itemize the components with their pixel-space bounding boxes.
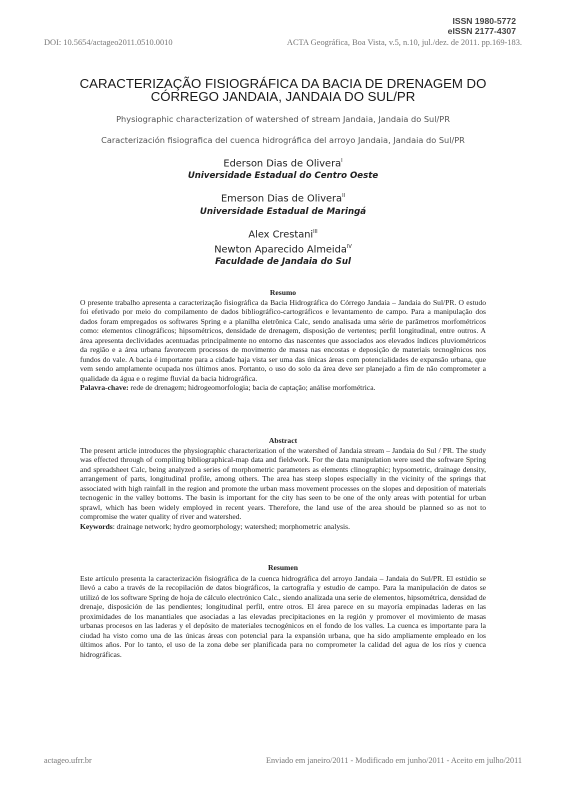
author-name: Newton Aparecido Almeida: [214, 244, 347, 256]
issn-block: [448, 16, 516, 36]
author-mark: I: [341, 158, 343, 164]
doi-text[interactable]: DOI: 10.5654/actageo2011.0510.0010: [44, 38, 173, 47]
author-name: Alex Crestani: [248, 228, 314, 240]
journal-citation: ACTA Geográfica, Boa Vista, v.5, n.10, jul./dez. de 2011. pp.169-183.: [286, 38, 522, 47]
resumen-heading: Resumen: [268, 563, 298, 572]
resumo-heading: Resumo: [269, 288, 297, 297]
author-mark: III: [313, 228, 318, 235]
affiliation-2: Universidade Estadual de Maringá: [199, 206, 367, 217]
abstract-text: The present article introduces the physiographic characterization of the watershed of Jandaia stream – Jandaia do Sul / PR. The study was effected through of compiling bibliographical-map data and fieldwork. For the data manipulation were used the software Spring and spreadsheet Calc, being analyzed a series of morphometric parameters as elements clinographic; hypsometric, drainage density, arrangement of parts, longitudinal profile, among others. The area has steep slopes especially in the vicinity of the springs that associated with high rainfall in the region and promote the urban mass movement processes on the slopes and deposition of materials tecnogenic in the valley bottoms. The basin is important for the city has seen to be one of the only areas with potential for urban sprawl, which has been widely employed in recent years. Therefore, the land use of the area should be planned so as not to compromise the water quality of river and watershed.: [80, 446, 486, 522]
abstract-section: [80, 446, 486, 531]
author-4: [100, 241, 466, 256]
affiliation-1: Universidade Estadual do Centro Oeste: [187, 171, 379, 182]
affiliation-3: Faculdade de Jandaia do Sul: [215, 257, 351, 268]
abstract-heading: Abstract: [268, 436, 298, 445]
footer-site-link[interactable]: actageo.ufrr.br: [44, 756, 92, 765]
article-title: [60, 77, 506, 103]
issn-electronic: eISSN 2177-4307: [447, 26, 516, 36]
title-line-2: CÓRREGO JANDAIA, JANDAIA DO SUL/PR: [150, 89, 416, 104]
subtitle-english: Physiographic characterization of watershed of stream Jandaia, Jandaia do Sul/PR: [116, 114, 450, 124]
abstract-keywords-label: Keywords: [80, 521, 113, 531]
author-3: [100, 226, 466, 241]
footer-dates: Enviado em janeiro/2011 - Modificado em junho/2011 - Aceito em julho/2011: [265, 756, 522, 765]
author-name: Ederson Dias de Olivera: [223, 158, 342, 170]
author-mark: II: [342, 193, 346, 200]
subtitle-spanish: Caracterización fisiografica del cuenca hidrográfica del arroyo Jandaia, Jandaia do Sul/PR: [101, 135, 465, 145]
issn-print: ISSN 1980-5772: [452, 16, 516, 26]
author-mark: IV: [346, 243, 352, 250]
resumen-text: Este artículo presenta la caracterización fisiográfica de la cuenca hidrográfica del arroyo Jandaia – Jandaia do Sul/PR. El estúdio se llevó a cabo a través de la recopilación de datos biográficos, la cartografía y estudio de campo. Para la manipulación de datos se utilizó de los software Spring de hoja de cálculo electrónico Calc., siendo analizada una serie de elementos, hipsométrica, densidad de drenaje, disposición de las pendientes; longitudinal perfil, entre otros. El área parece en su mayoría empinadas laderas en las proximidades de los manantiales que asociadas a las elevadas precipitaciones en la región y promover el movimiento de masas urbanas procesos en las laderas y el depósito de materiales tecnogénicos en el fondo de los valles. La cuenca es importante para la ciudad ha visto como una de las únicas áreas con potencial para la expansión urbana, que ha sido ampliamente empleado en los últimos años. Por lo tanto, el uso de la zona debe ser planificada para no comprometer la calidad del agua de los ríos y cuenca hidrográficas.: [80, 574, 486, 659]
author-2: [100, 190, 466, 205]
resumo-section: [80, 298, 486, 393]
resumo-keywords-label: Palavra-chave:: [80, 383, 129, 393]
title-line-1: CARACTERIZAÇÃO FISIOGRÁFICA DA BACIA DE DRENAGEM DO: [79, 76, 487, 91]
author-list: [100, 155, 466, 268]
resumen-section: [80, 574, 486, 659]
abstract-keywords: : drainage network; hydro geomorphology; watershed; morphometric analysis.: [112, 521, 350, 531]
author-name: Emerson Dias de Olivera: [220, 193, 343, 205]
resumo-keywords: rede de drenagem; hidrogeomorfologia; bacia de captação; análise morfométrica.: [128, 383, 376, 393]
resumo-text: O presente trabalho apresenta a caracterização fisiográfica da Bacia Hidrográfica do Córrego Jandaia – Jandaia do Sul/PR. O estudo foi efetivado por meio do compilamento de dados bibliográfico-cartográficos e levantamento de campo. Para a manipulação dos dados foram empregados os softwares Spring e a planilha eletrônica Calc, sendo analisada uma série de parâmetros morfométricos como: elementos clinográficos; hipsométricos, densidade de drenagem, disposição de vertentes; perfil longitudinal, entre outros. A área apresenta declividades acentuadas principalmente no entorno das nascentes que associados aos elevados índices pluviométricos da região e a área urbana favorecem processos de movimento de massa nas encostas e deposição de materiais tecnogênicos nos fundos do vale. A bacia é importante para a cidade haja vista ser uma das únicas áreas com potencialidades de expansão urbana, que vem sendo amplamente ocupada nos últimos anos. Portanto, o uso do solo da área deve ser planejado a fim de não comprometer a qualidade da água e o regime fluvial da bacia hidrográfica.: [80, 298, 486, 383]
author-1: [100, 155, 466, 170]
